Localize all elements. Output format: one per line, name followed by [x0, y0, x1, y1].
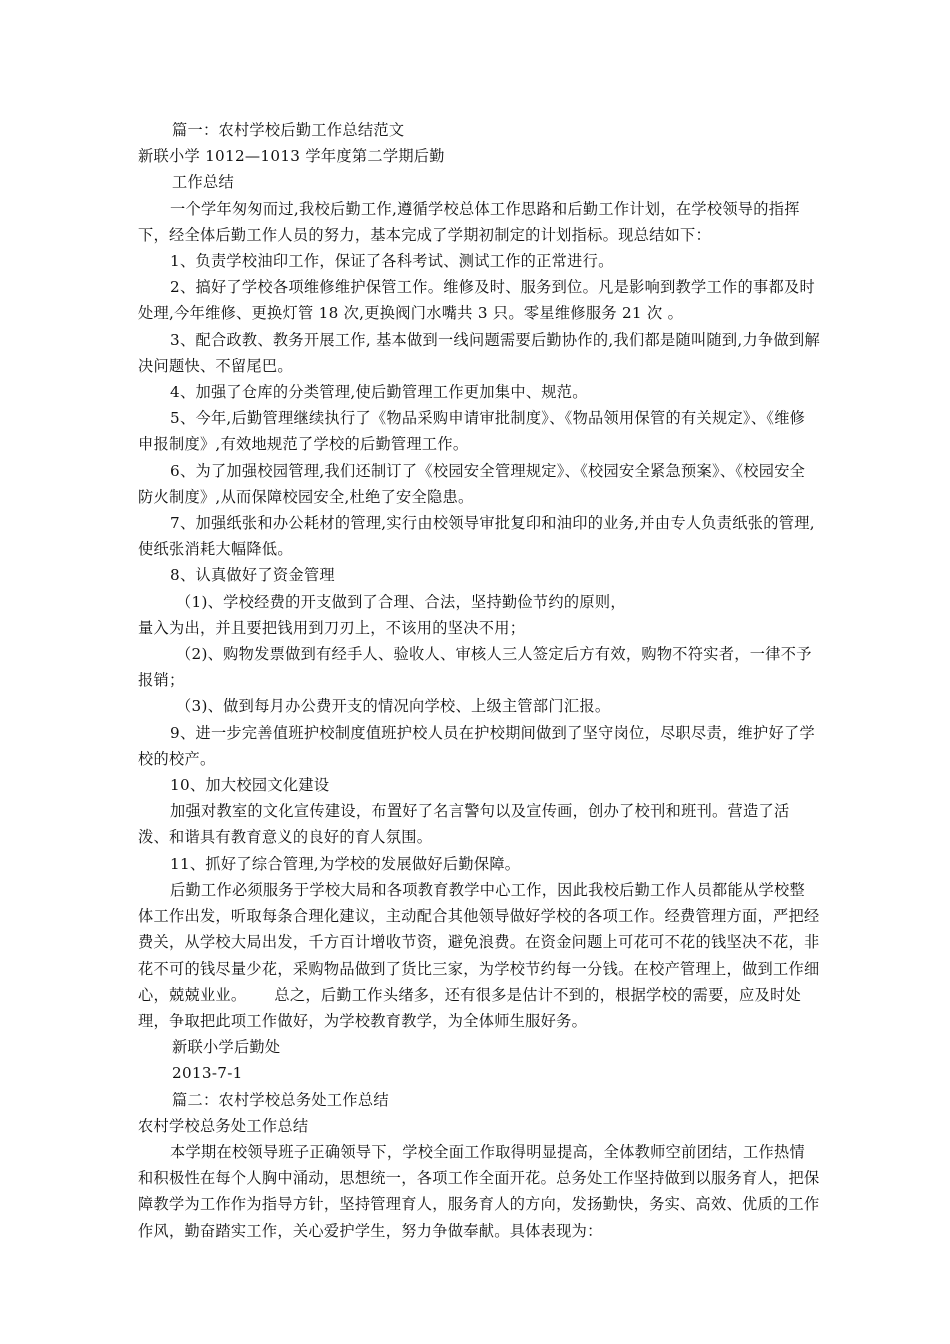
paragraph: （3)、做到每月办公费开支的情况向学校、上级主管部门汇报。 — [176, 697, 611, 716]
paragraph: （1)、学校经费的开支做到了合理、合法，坚持勤俭节约的原则， — [176, 592, 626, 611]
paragraph: 10、加大校园文化建设 — [170, 776, 330, 795]
paragraph: 1、负责学校油印工作，保证了各科考试、测试工作的正常进行。 — [170, 252, 614, 271]
paragraph: 5、今年,后勤管理继续执行了《物品采购申请审批制度》、《物品领用保管的有关规定》、《维修申报制度》,有效地规范了学校的后勤管理工作。 — [138, 409, 806, 454]
signature-org: 新联小学后勤处 — [172, 1038, 281, 1057]
paragraph: 4、加强了仓库的分类管理,使后勤管理工作更加集中、规范。 — [170, 383, 588, 402]
paragraph — [138, 877, 820, 1034]
paragraph: 加强对教室的文化宣传建设，布置好了名言警句以及宣传画，创办了校刊和班刊。营造了活泼、和谐具有教育意义的良好的育人氛围。 — [138, 802, 790, 847]
paragraph: 8、认真做好了资金管理 — [170, 566, 335, 585]
paragraph: 2、搞好了学校各项维修维护保管工作。维修及时、服务到位。凡是影响到教学工作的事都及时处理,今年维修、更换灯管 18 次,更换阀门水嘴共 3 只。零星维修服务 21 次 。 — [138, 278, 815, 323]
paragraph: 量入为出，并且要把钱用到刀刃上，不该用的坚决不用； — [138, 618, 526, 637]
paragraph: 本学期在校领导班子正确领导下，学校全面工作取得明显提高，全体教师空前团结，工作热情和积极性在每个人胸中涌动，思想统一，各项工作全面开花。总务处工作坚持做到以服务育人，把保障教学为工作作为指导方针，坚持管理育人，服务育人的方向，发扬勤快，务实、高效、优质的工作作风，勤奋踏实工作，关心爱护学生，努力争做奉献。具体表现为： — [138, 1142, 820, 1240]
document-subtitle: 工作总结 — [172, 173, 234, 192]
paragraph: 6、为了加强校园管理,我们还制订了《校园安全管理规定》、《校园安全紧急预案》、《校园安全防火制度》,从而保障校园安全,杜绝了安全隐患。 — [138, 461, 806, 506]
paragraph: 11、抓好了综合管理,为学校的发展做好后勤保障。 — [170, 854, 521, 873]
document-body — [138, 117, 820, 1244]
document-title-2: 农村学校总务处工作总结 — [138, 1116, 309, 1135]
paragraph: 3、配合政教、教务开展工作, 基本做到一线问题需要后勤协作的,我们都是随叫随到,力争做到解决问题快、不留尾巴。 — [138, 330, 820, 375]
paragraph: 9、进一步完善值班护校制度值班护校人员在护校期间做到了坚守岗位，尽职尽责，维护好了学校的校产。 — [138, 723, 815, 768]
document-title: 新联小学 1012—1013 学年度第二学期后勤 — [138, 147, 445, 166]
paragraph: （2)、购物发票做到有经手人、验收人、审核人三人签定后方有效，购物不符实者，一律不予报销； — [138, 645, 812, 690]
paragraph-text: 总之，后勤工作头绪多，还有很多是估计不到的，根据学校的需要，应及时处理，争取把此项工作做好，为学校教育教学，为全体师生服好务。 — [138, 985, 801, 1030]
signature-date: 2013-7-1 — [172, 1064, 243, 1083]
section-heading-1: 篇一：农村学校后勤工作总结范文 — [172, 121, 405, 139]
paragraph-text: 后勤工作必须服务于学校大局和各项教育教学中心工作，因此我校后勤工作人员都能从学校整体工作出发，听取每条合理化建议，主动配合其他领导做好学校的各项工作。经费管理方面，严把经费关，从学校大局出发，千方百计增收节资，避免浪费。在资金问题上可花可不花的钱坚决不花，非花不可的钱尽量少花，采购物品做到了货比三家，为学校节约每一分钱。在校产管理上，做到工作细心，兢兢业业。 — [138, 880, 820, 1004]
paragraph: 7、加强纸张和办公耗材的管理,实行由校领导审批复印和油印的业务,并由专人负责纸张的管理,使纸张消耗大幅降低。 — [138, 514, 815, 559]
section-heading-2: 篇二：农村学校总务处工作总结 — [172, 1090, 389, 1109]
paragraph: 一个学年匆匆而过,我校后勤工作,遵循学校总体工作思路和后勤工作计划，在学校领导的指挥下，经全体后勤工作人员的努力，基本完成了学期初制定的计划指标。现总结如下： — [138, 199, 800, 244]
